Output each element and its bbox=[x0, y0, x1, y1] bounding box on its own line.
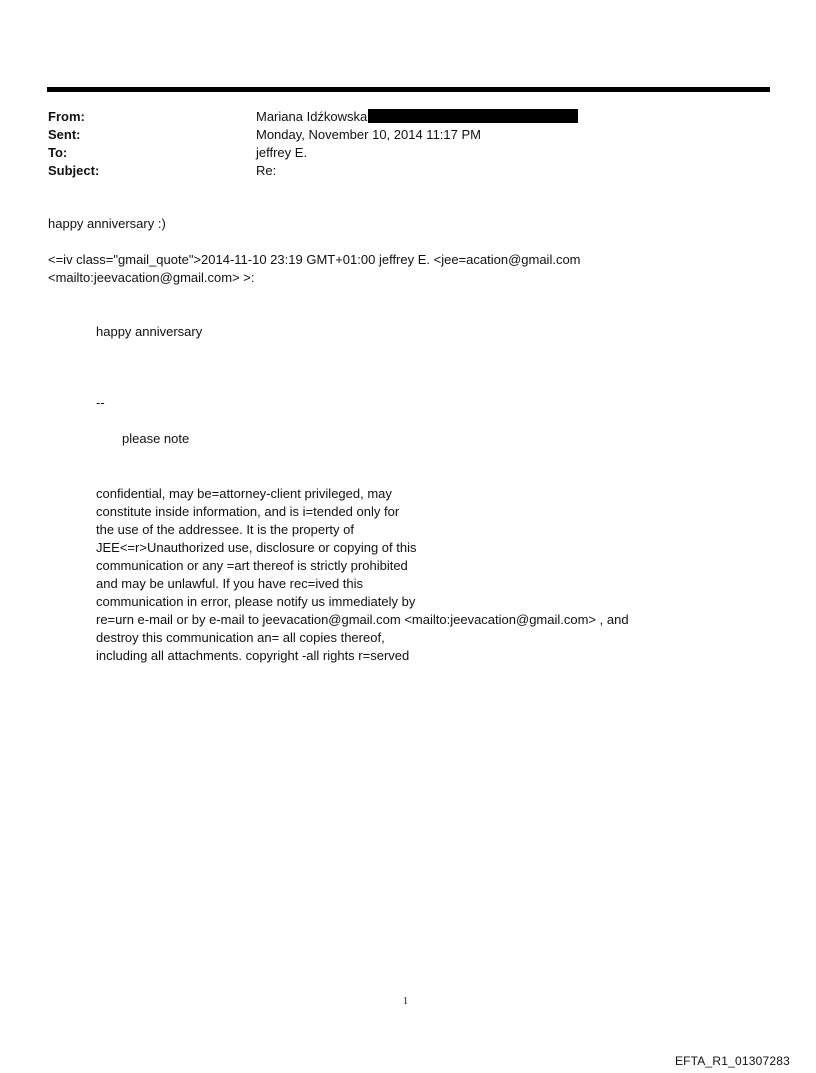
to-value: jeffrey E. bbox=[256, 145, 308, 160]
quote-header-line-2: <mailto:jeevacation@gmail.com> >: bbox=[48, 270, 255, 285]
signature-separator: -- bbox=[96, 395, 105, 410]
disclaimer-line: communication in error, please notify us immediately by bbox=[96, 594, 416, 609]
subject-label: Subject: bbox=[48, 163, 100, 178]
disclaimer-line: confidential, may be=attorney-client privileged, may bbox=[96, 486, 392, 501]
quote-header-line-1: <=iv class="gmail_quote">2014-11-10 23:19 GMT+01:00 jeffrey E. <jee=acation@gmail.com bbox=[48, 252, 581, 267]
redaction-block bbox=[368, 109, 578, 123]
disclaimer-line: communication or any =art thereof is strictly prohibited bbox=[96, 558, 408, 573]
disclaimer-line: and may be unlawful. If you have rec=ived this bbox=[96, 576, 364, 591]
disclaimer-line: JEE<=r>Unauthorized use, disclosure or copying of this bbox=[96, 540, 417, 555]
to-label: To: bbox=[48, 145, 68, 160]
sent-value: Monday, November 10, 2014 11:17 PM bbox=[256, 127, 481, 142]
header-rule bbox=[47, 87, 770, 92]
from-value bbox=[256, 108, 578, 126]
sent-label: Sent: bbox=[48, 127, 81, 142]
please-note: please note bbox=[122, 431, 190, 446]
disclaimer-line: the use of the addressee. It is the property of bbox=[96, 522, 354, 537]
document-id: EFTA_R1_01307283 bbox=[674, 1054, 790, 1068]
disclaimer-line: including all attachments. copyright -all rights r=served bbox=[96, 648, 410, 663]
from-label: From: bbox=[48, 109, 85, 124]
message-greeting: happy anniversary :) bbox=[48, 216, 166, 231]
sender-name: Mariana Idźkowska bbox=[256, 109, 368, 124]
disclaimer-line: destroy this communication an= all copies thereof, bbox=[96, 630, 385, 645]
quoted-greeting: happy anniversary bbox=[96, 324, 203, 339]
disclaimer-line: constitute inside information, and is i=tended only for bbox=[96, 504, 400, 519]
disclaimer-line: re=urn e-mail or by e-mail to jeevacation@gmail.com <mailto:jeevacation@gmail.com> , and bbox=[96, 612, 629, 627]
subject-value: Re: bbox=[256, 163, 277, 178]
page-number: 1 bbox=[403, 996, 408, 1007]
